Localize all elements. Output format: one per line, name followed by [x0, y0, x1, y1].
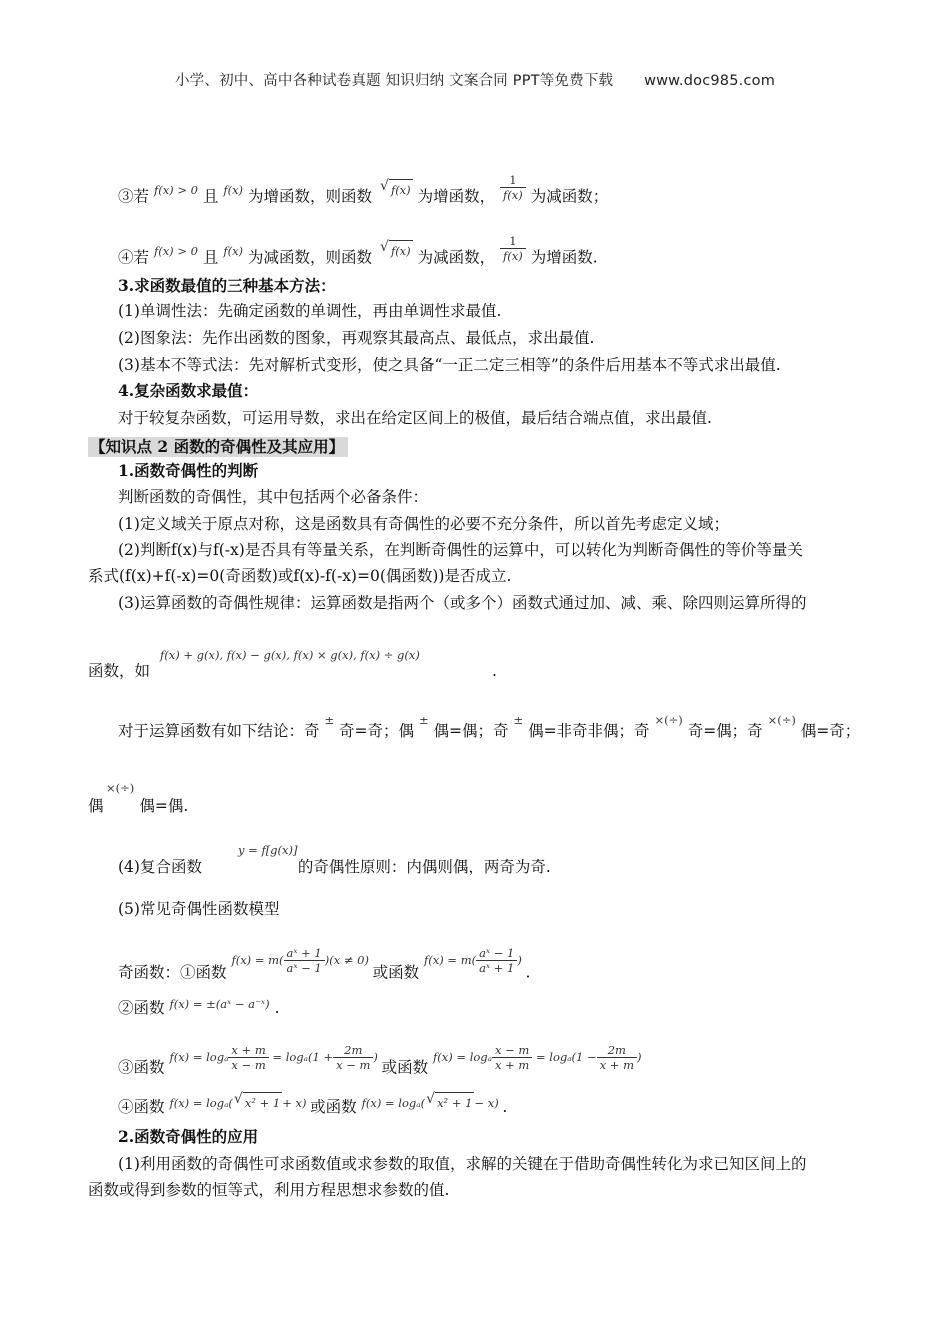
text: 偶=偶；奇: [433, 722, 509, 740]
text: 对于运算函数有如下结论：奇: [118, 722, 320, 740]
text: 为减函数；: [530, 187, 609, 206]
denominator: x − m: [336, 1058, 371, 1072]
denominator: f(x): [503, 188, 523, 202]
text: .: [525, 963, 531, 982]
times-divide-symbol: ×(÷): [654, 713, 683, 727]
sqrt-math: √ f(x): [389, 240, 413, 261]
fraction: [597, 1043, 637, 1072]
text: 且: [202, 187, 219, 206]
text: 为增函数.: [530, 248, 598, 267]
paragraph: 对于较复杂函数，可运用导数，求出在给定区间上的极值，最后结合端点值，求出最值.: [118, 409, 712, 427]
text: 为增函数，: [417, 187, 496, 206]
line-3: [118, 173, 609, 212]
math: f(x) > 0: [153, 182, 198, 197]
formula: f(x) + g(x), f(x) − g(x), f(x) × g(x), f(x) ÷ g(x): [160, 648, 420, 662]
fraction: [228, 1043, 268, 1072]
header-text: 小学、初中、高中各种试卷真题 知识归纳 文案合同 PPT等免费下载: [174, 73, 614, 89]
numerator: 1: [500, 173, 526, 188]
text: 或函数: [372, 963, 420, 982]
times-divide-symbol: ×(÷): [767, 713, 796, 727]
denominator: x + m: [599, 1058, 634, 1072]
text: 偶: [88, 797, 104, 815]
math: f(x) = logₐ(: [169, 1096, 233, 1110]
numerator: aˣ + 1: [284, 946, 325, 961]
sqrt-math: √ x² + 1: [435, 1092, 474, 1113]
numerator: 2m: [333, 1043, 373, 1058]
line-4: [118, 234, 598, 273]
plus-minus-symbol: ±: [513, 713, 524, 727]
text: ④函数: [118, 1098, 165, 1116]
numerator: x + m: [228, 1043, 268, 1058]
model-4-line: [118, 1097, 507, 1118]
math: = logₐ(1 +: [272, 1049, 334, 1064]
denominator: aˣ − 1: [286, 961, 322, 975]
fraction: [492, 1043, 532, 1072]
formula: [433, 1043, 642, 1072]
text: .: [274, 999, 280, 1017]
text: 或函数: [310, 1098, 357, 1116]
text: ②函数: [118, 999, 165, 1017]
paragraph: (2)图象法：先作出函数的图象，再观察其最高点、最低点，求出最值.: [118, 329, 595, 347]
fraction: [476, 946, 517, 975]
text: ③函数: [118, 1058, 165, 1077]
formula: y = f[g(x)]: [238, 843, 298, 857]
text: ③若: [118, 187, 150, 206]
section-4-title: 4.复杂函数求最值：: [118, 381, 259, 400]
rules-line: [118, 713, 861, 742]
paragraph: 判断函数的奇偶性，其中包括两个必备条件：: [118, 488, 429, 506]
subsection-title: 2.函数奇偶性的应用: [118, 1127, 259, 1146]
numerator: 1: [500, 234, 526, 249]
formula: [362, 1096, 503, 1110]
math: + x): [282, 1096, 307, 1110]
text: 或函数: [381, 1058, 429, 1077]
formula: [169, 1043, 381, 1072]
math: − x): [474, 1096, 499, 1110]
fraction: [500, 173, 526, 202]
denominator: x + m: [494, 1058, 530, 1072]
math: f(x) = logₐ: [169, 1049, 229, 1064]
header-site: www.doc985.com: [644, 73, 776, 89]
times-divide-symbol: ×(÷): [106, 781, 135, 795]
denominator: x − m: [231, 1058, 266, 1072]
denominator: aˣ + 1: [479, 961, 515, 975]
numerator: x − m: [492, 1043, 532, 1058]
text: 为增函数，则函数: [247, 187, 372, 206]
numerator: 2m: [597, 1043, 637, 1058]
plus-minus-symbol: ±: [418, 713, 429, 727]
text: ④若: [118, 248, 150, 267]
numerator: aˣ − 1: [476, 946, 517, 961]
math: )(x ≠ 0): [324, 952, 369, 967]
text: 偶=奇；: [800, 722, 861, 740]
rules-line-end: [88, 796, 188, 816]
paragraph: (3)基本不等式法：先对解析式变形，使之具备“一正二定三相等”的条件后用基本不等式求出最值.: [118, 356, 781, 374]
text: 奇=奇；偶: [339, 722, 415, 740]
sqrt-math: √ f(x): [389, 179, 413, 200]
fraction: [500, 234, 526, 263]
model-2-line: [118, 998, 280, 1019]
text: 且: [202, 248, 219, 267]
model-3-line: [118, 1043, 642, 1084]
math: f(x) = logₐ(: [361, 1096, 426, 1110]
math: f(x) = logₐ: [433, 1049, 492, 1064]
math: ): [373, 1049, 378, 1064]
formula: f(x) = ±(aˣ − a⁻ˣ): [169, 997, 270, 1011]
math: f(x) > 0: [153, 243, 198, 258]
paragraph: [118, 857, 551, 877]
text: .: [502, 1098, 508, 1116]
formula: [424, 946, 525, 975]
text: 奇=偶；奇: [687, 722, 763, 740]
formula: [231, 946, 372, 975]
paragraph: (1)定义域关于原点对称，这是函数具有奇偶性的必要不充分条件，所以首先考虑定义域；: [118, 515, 729, 533]
paragraph: 系式(f(x)+f(-x)=0(奇函数)或f(x)-f(-x)=0(偶函数))是否成立.: [88, 567, 512, 585]
paragraph: (5)常见奇偶性函数模型: [118, 900, 280, 918]
math: f(x) = m(: [424, 952, 477, 967]
paragraph: (2)判断f(x)与f(-x)是否具有等量关系，在判断奇偶性的运算中，可以转化为判断奇偶性的等价等量关: [118, 541, 803, 559]
paragraph: (3)运算函数的奇偶性规律：运算函数是指两个（或多个）函数式通过加、减、乘、除四则运算所得的: [118, 594, 807, 612]
math: f(x): [223, 243, 244, 258]
knowledge-point-badge: 【知识点 2 函数的奇偶性及其应用】: [88, 437, 348, 457]
subsection-title: 1.函数奇偶性的判断: [118, 461, 259, 480]
plus-minus-symbol: ±: [324, 713, 335, 727]
fraction: [333, 1043, 373, 1072]
text: 偶=非奇非偶；奇: [528, 722, 650, 740]
math: f(x) = m(: [231, 952, 284, 967]
fraction: [284, 946, 325, 975]
text: 偶=偶.: [139, 797, 189, 815]
math: = logₐ(1 −: [535, 1049, 597, 1064]
paragraph-end: .: [492, 662, 497, 680]
text: 奇函数：①函数: [118, 963, 227, 982]
text: 的奇偶性原则：内偶则偶，两奇为奇.: [297, 858, 551, 876]
section-3-title: 3.求函数最值的三种基本方法：: [118, 276, 336, 295]
paragraph: 函数或得到参数的恒等式，利用方程思想求参数的值.: [88, 1181, 450, 1199]
sqrt-math: √ x² + 1: [243, 1092, 282, 1113]
paragraph: (1)单调性法：先确定函数的单调性，再由单调性求最值.: [118, 302, 502, 320]
text: (4)复合函数: [118, 858, 202, 876]
math: ): [517, 952, 522, 967]
math: f(x): [223, 182, 244, 197]
paragraph: (1)利用函数的奇偶性可求函数值或求参数的取值，求解的关键在于借助奇偶性转化为求已知区间上的: [118, 1155, 807, 1173]
math: ): [637, 1049, 642, 1064]
denominator: f(x): [503, 249, 523, 263]
formula: [169, 1096, 310, 1110]
text: 为减函数，: [417, 248, 496, 267]
page-header: [0, 69, 950, 90]
text: 为减函数，则函数: [247, 248, 372, 267]
paragraph: 函数，如: [88, 662, 151, 680]
